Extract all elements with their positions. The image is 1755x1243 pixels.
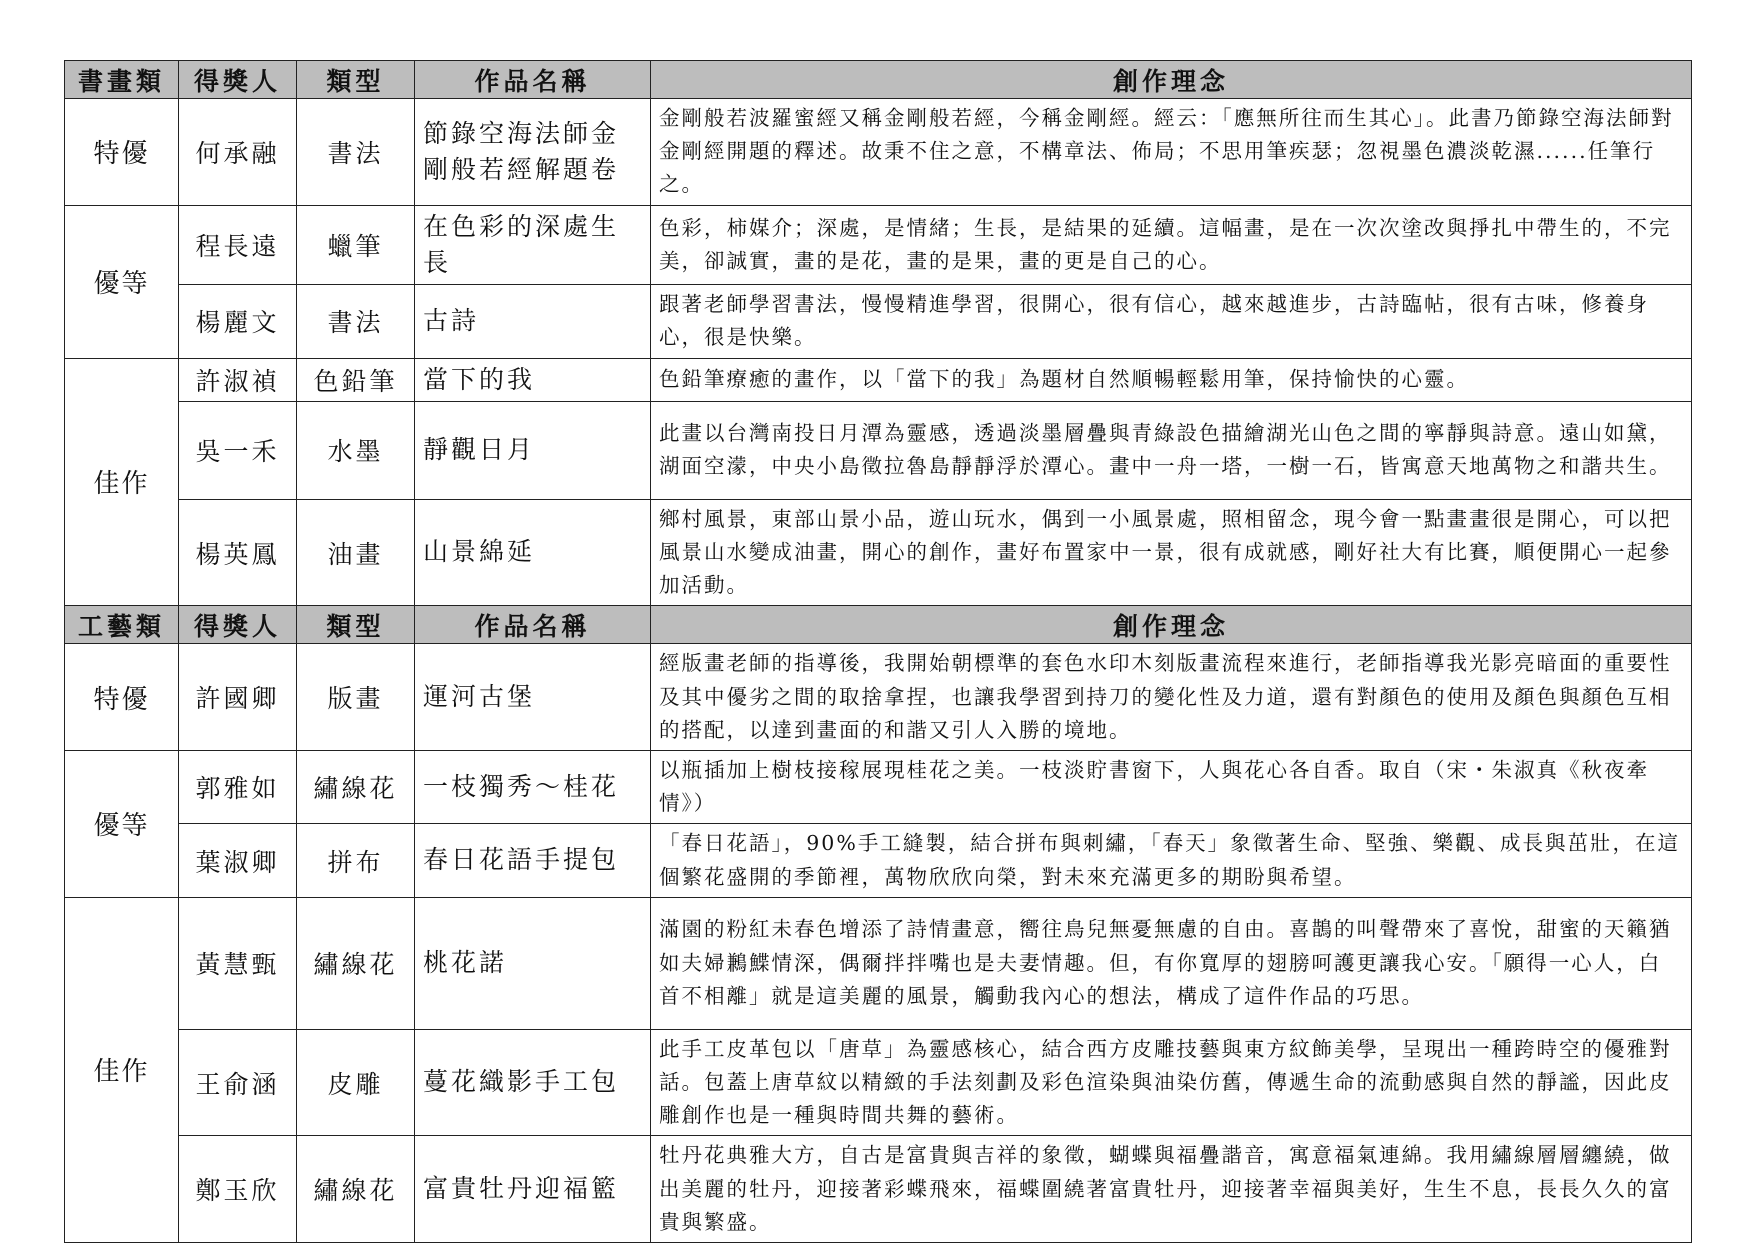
concept-text: 跟著老師學習書法，慢慢精進學習，很開心，很有信心，越來越進步，古詩臨帖，很有古味，修養身心，很是快樂。 xyxy=(651,285,1692,358)
concept-text: 牡丹花典雅大方，自古是富貴與吉祥的象徵，蝴蝶與福疊諧音，寓意福氣連綿。我用繡線層層纏繞，做出美麗的牡丹，迎接著彩蝶飛來，福蝶圍繞著富貴牡丹，迎接著幸福與美好，生生不息，長長久久的富貴與繁盛。 xyxy=(651,1136,1692,1243)
work-title: 當下的我 xyxy=(415,358,651,401)
work-type: 色鉛筆 xyxy=(297,358,415,401)
table-row xyxy=(65,205,1692,285)
work-title-header: 作品名稱 xyxy=(415,61,651,99)
type-header: 類型 xyxy=(297,61,415,99)
work-type: 繡線花 xyxy=(297,1136,415,1243)
work-type: 繡線花 xyxy=(297,750,415,823)
winner-name: 吳一禾 xyxy=(179,401,297,499)
winner-name: 許淑禎 xyxy=(179,358,297,401)
table-row xyxy=(65,285,1692,358)
winner-name: 許國卿 xyxy=(179,644,297,751)
work-title: 在色彩的深處生長 xyxy=(415,205,651,285)
work-title: 靜觀日月 xyxy=(415,401,651,499)
grade-cell: 特優 xyxy=(65,644,179,751)
work-title: 山景綿延 xyxy=(415,499,651,606)
concept-header: 創作理念 xyxy=(651,61,1692,99)
concept-text: 以瓶插加上樹枝接稼展現桂花之美。一枝淡貯書窗下，人與花心各自香。取自（宋・朱淑真《秋夜牽情》） xyxy=(651,750,1692,823)
winner-name: 何承融 xyxy=(179,99,297,206)
craft-header-row xyxy=(65,606,1692,644)
table-row xyxy=(65,644,1692,751)
winner-name: 程長遠 xyxy=(179,205,297,285)
winner-name: 楊麗文 xyxy=(179,285,297,358)
winner-header: 得獎人 xyxy=(179,606,297,644)
table-row xyxy=(65,1136,1692,1243)
type-header: 類型 xyxy=(297,606,415,644)
work-type: 油畫 xyxy=(297,499,415,606)
winner-name: 楊英鳳 xyxy=(179,499,297,606)
winner-name: 郭雅如 xyxy=(179,750,297,823)
work-title: 富貴牡丹迎福籃 xyxy=(415,1136,651,1243)
work-title: 節錄空海法師金剛般若經解題卷 xyxy=(415,99,651,206)
work-type: 書法 xyxy=(297,99,415,206)
table-row xyxy=(65,824,1692,897)
craft-category-header: 工藝類 xyxy=(65,606,179,644)
concept-text: 經版畫老師的指導後，我開始朝標準的套色水印木刻版畫流程來進行，老師指導我光影亮暗面的重要性及其中優劣之間的取捨拿捏，也讓我學習到持刀的變化性及力道，還有對顏色的使用及顏色與顏色互相的搭配，以達到畫面的和諧又引人入勝的境地。 xyxy=(651,644,1692,751)
table-row xyxy=(65,358,1692,401)
concept-text: 色鉛筆療癒的畫作，以「當下的我」為題材自然順暢輕鬆用筆，保持愉快的心靈。 xyxy=(651,358,1692,401)
table-row xyxy=(65,1029,1692,1136)
work-title: 運河古堡 xyxy=(415,644,651,751)
table-row xyxy=(65,499,1692,606)
work-title: 古詩 xyxy=(415,285,651,358)
concept-text: 鄉村風景，東部山景小品，遊山玩水，偶到一小風景處，照相留念，現今會一點畫畫很是開心，可以把風景山水變成油畫，開心的創作，畫好布置家中一景，很有成就感，剛好社大有比賽，順便開心一起參加活動。 xyxy=(651,499,1692,606)
award-table xyxy=(64,60,1692,1243)
painting-category-header: 書畫類 xyxy=(65,61,179,99)
concept-header: 創作理念 xyxy=(651,606,1692,644)
work-type: 拼布 xyxy=(297,824,415,897)
work-title: 春日花語手提包 xyxy=(415,824,651,897)
painting-header-row xyxy=(65,61,1692,99)
work-title: 蔓花織影手工包 xyxy=(415,1029,651,1136)
grade-cell: 佳作 xyxy=(65,897,179,1242)
work-title: 一枝獨秀～桂花 xyxy=(415,750,651,823)
work-type: 皮雕 xyxy=(297,1029,415,1136)
table-row xyxy=(65,401,1692,499)
work-type: 水墨 xyxy=(297,401,415,499)
concept-text: 色彩，柿媒介；深處，是情緒；生長，是結果的延續。這幅畫，是在一次次塗改與掙扎中帶生的，不完美，卻誠實，畫的是花，畫的是果，畫的更是自己的心。 xyxy=(651,205,1692,285)
winner-name: 鄭玉欣 xyxy=(179,1136,297,1243)
table-row xyxy=(65,897,1692,1029)
winner-name: 王俞涵 xyxy=(179,1029,297,1136)
table-row xyxy=(65,99,1692,206)
grade-cell: 優等 xyxy=(65,205,179,358)
concept-text: 此手工皮革包以「唐草」為靈感核心，結合西方皮雕技藝與東方紋飾美學，呈現出一種跨時空的優雅對話。包蓋上唐草紋以精緻的手法刻劃及彩色渲染與油染仿舊，傳遞生命的流動感與自然的靜謐，因此皮雕創作也是一種與時間共舞的藝術。 xyxy=(651,1029,1692,1136)
grade-cell: 佳作 xyxy=(65,358,179,606)
concept-text: 「春日花語」，90%手工縫製，結合拼布與刺繡，「春天」象徵著生命、堅強、樂觀、成長與茁壯，在這個繁花盛開的季節裡，萬物欣欣向榮，對未來充滿更多的期盼與希望。 xyxy=(651,824,1692,897)
winner-name: 黃慧甄 xyxy=(179,897,297,1029)
work-type: 版畫 xyxy=(297,644,415,751)
winner-name: 葉淑卿 xyxy=(179,824,297,897)
concept-text: 此畫以台灣南投日月潭為靈感，透過淡墨層疊與青綠設色描繪湖光山色之間的寧靜與詩意。遠山如黛，湖面空濛，中央小島徵拉魯島靜靜浮於潭心。畫中一舟一塔，一樹一石，皆寓意天地萬物之和諧共生。 xyxy=(651,401,1692,499)
work-title: 桃花諾 xyxy=(415,897,651,1029)
work-title-header: 作品名稱 xyxy=(415,606,651,644)
work-type: 書法 xyxy=(297,285,415,358)
grade-cell: 特優 xyxy=(65,99,179,206)
work-type: 繡線花 xyxy=(297,897,415,1029)
winner-header: 得獎人 xyxy=(179,61,297,99)
grade-cell: 優等 xyxy=(65,750,179,897)
table-row xyxy=(65,750,1692,823)
concept-text: 金剛般若波羅蜜經又稱金剛般若經，今稱金剛經。經云：「應無所往而生其心」。此書乃節錄空海法師對金剛經開題的釋述。故秉不住之意，不構章法、佈局；不思用筆疾瑟；忽視墨色濃淡乾濕......任筆行之。 xyxy=(651,99,1692,206)
concept-text: 滿園的粉紅未春色增添了詩情畫意，嚮往鳥兒無憂無慮的自由。喜鵲的叫聲帶來了喜悅，甜蜜的天籟猶如夫婦鶼鰈情深，偶爾拌拌嘴也是夫妻情趣。但，有你寬厚的翅膀呵護更讓我心安。「願得一心人，白首不相離」就是這美麗的風景，觸動我內心的想法，構成了這件作品的巧思。 xyxy=(651,897,1692,1029)
work-type: 蠟筆 xyxy=(297,205,415,285)
